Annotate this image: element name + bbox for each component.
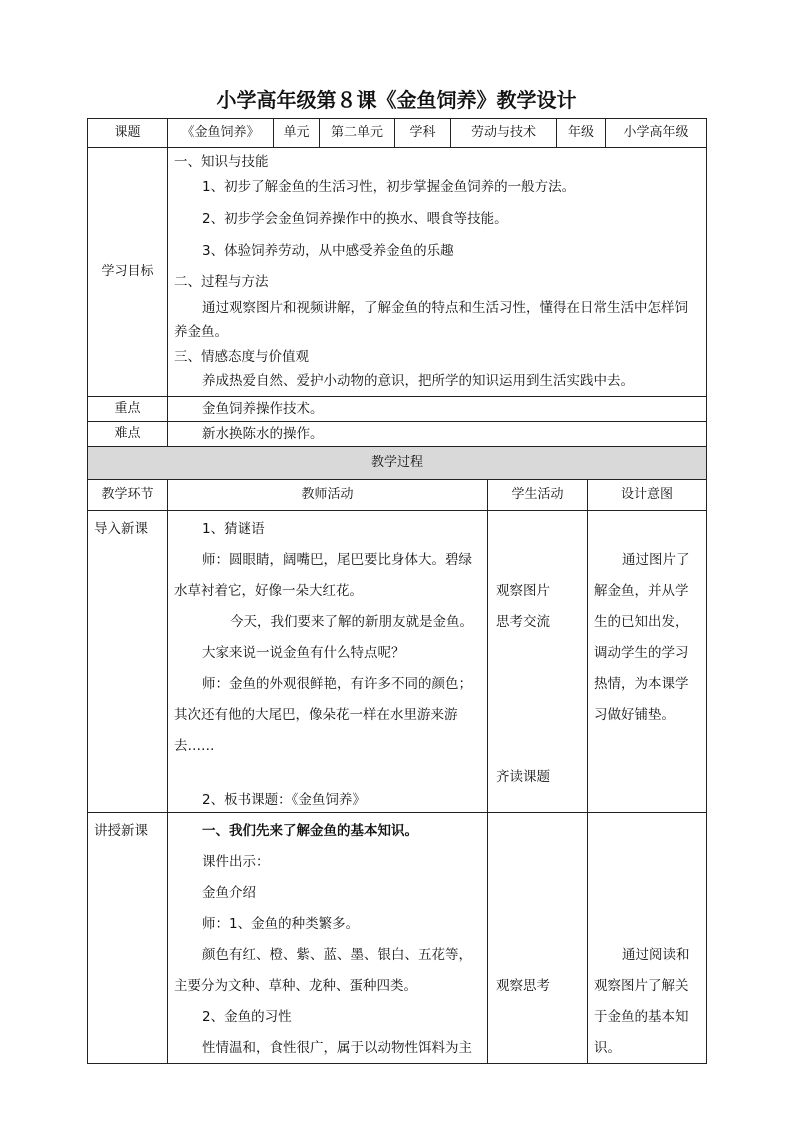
grade-value: 小学高年级 (605, 118, 707, 148)
intent-line: 识。 (594, 1040, 621, 1056)
intent-line: 热情，为本课学 (594, 676, 689, 692)
stage-cell-intro (87, 510, 168, 813)
process-heading: 教学过程 (87, 446, 707, 480)
teacher-line: 大家来说一说金鱼有什么特点呢？ (202, 645, 405, 661)
objective-heading-attitude: 三、情感态度与价值观 (174, 349, 309, 365)
student-line: 思考交流 (496, 614, 550, 630)
objective-line: 通过观察图片和视频讲解，了解金鱼的特点和生活习性，懂得在日常生活中怎样饲 (202, 300, 688, 316)
intent-line: 生的已知出发， (594, 614, 689, 630)
difficulty-label: 难点 (87, 421, 168, 447)
column-header-student: 学生活动 (487, 479, 588, 511)
objective-heading-knowledge: 一、知识与技能 (174, 154, 269, 170)
student-line: 齐读课题 (496, 769, 550, 785)
subject-label: 学科 (394, 118, 451, 148)
difficulty-cell (167, 421, 707, 447)
teacher-line: 水草衬着它，好像一朵大红花。 (174, 583, 363, 599)
student-line: 观察思考 (496, 978, 550, 994)
column-header-teacher: 教师活动 (167, 479, 488, 511)
objective-line: 养成热爱自然、爱护小动物的意识，把所学的知识运用到生活实践中去。 (202, 373, 634, 389)
unit-value: 第二单元 (319, 118, 395, 148)
teacher-cell-teach (167, 812, 488, 1064)
unit-label: 单元 (273, 118, 320, 148)
teacher-line: 今天，我们要来了解的新朋友就是金鱼。 (230, 614, 473, 630)
document-title: 小学高年级第８课《金鱼饲养》教学设计 (216, 88, 577, 112)
teacher-line: 颜色有红、橙、紫、蓝、墨、银白、五花等， (202, 947, 472, 963)
difficulty-text: 新水换陈水的操作。 (202, 426, 324, 442)
teacher-line: 师：金鱼的外观很鲜艳，有许多不同的颜色； (202, 676, 472, 692)
objective-line: 1、初步了解金鱼的生活习性，初步掌握金鱼饲养的一般方法。 (202, 179, 576, 195)
intent-cell-intro (587, 510, 707, 813)
teacher-line: 金鱼介绍 (202, 885, 256, 901)
student-cell-intro (487, 510, 588, 813)
teacher-line-bold: 一、我们先来了解金鱼的基本知识。 (202, 823, 418, 839)
key-point-text: 金鱼饲养操作技术。 (202, 401, 324, 417)
lesson-value: 《金鱼饲养》 (167, 118, 274, 148)
intent-line: 习做好铺垫。 (594, 707, 675, 723)
intent-line: 解金鱼，并从学 (594, 583, 689, 599)
objective-line: 2、初步学会金鱼饲养操作中的换水、喂食等技能。 (202, 211, 508, 227)
intent-line: 通过阅读和 (622, 947, 690, 963)
key-point-label: 重点 (87, 396, 168, 422)
lesson-label: 课题 (87, 118, 168, 148)
teacher-line: 课件出示： (202, 854, 270, 870)
intent-cell-teach (587, 812, 707, 1064)
objectives-cell (167, 147, 707, 397)
grade-label: 年级 (556, 118, 606, 148)
teacher-line: 2、板书课题：《金鱼饲养》 (202, 792, 366, 808)
stage-label: 讲授新课 (94, 823, 148, 839)
student-line: 观察图片 (496, 583, 550, 599)
teacher-line: 师：圆眼睛，阔嘴巴，尾巴要比身体大。碧绿 (202, 552, 472, 568)
column-header-intent: 设计意图 (587, 479, 707, 511)
intent-line: 调动学生的学习 (594, 645, 689, 661)
teacher-line: 主要分为文种、草种、龙种、蛋种四类。 (174, 978, 417, 994)
stage-label: 导入新课 (94, 521, 148, 537)
teacher-cell-intro (167, 510, 488, 813)
intent-line: 于金鱼的基本知 (594, 1009, 689, 1025)
column-header-stage: 教学环节 (87, 479, 168, 511)
teacher-line: 2、金鱼的习性 (202, 1009, 292, 1025)
subject-value: 劳动与技术 (450, 118, 557, 148)
intent-line: 通过图片了 (622, 552, 690, 568)
teacher-line: 其次还有他的大尾巴，像朵花一样在水里游来游 (174, 707, 458, 723)
teacher-line: 性情温和，食性很广，属于以动物性饵料为主 (202, 1040, 472, 1056)
objective-line: 养金鱼。 (174, 324, 228, 340)
teacher-line: 师：1、金鱼的种类繁多。 (202, 916, 360, 932)
stage-cell-teach (87, 812, 168, 1064)
objectives-label: 学习目标 (87, 147, 168, 397)
key-point-cell (167, 396, 707, 422)
intent-line: 观察图片了解关 (594, 978, 689, 994)
objective-line: 3、体验饲养劳动，从中感受养金鱼的乐趣 (202, 243, 454, 259)
teacher-line: 1、猜谜语 (202, 521, 265, 537)
student-cell-teach (487, 812, 588, 1064)
objective-heading-process: 二、过程与方法 (174, 274, 269, 290)
teacher-line: 去…… (174, 738, 215, 754)
